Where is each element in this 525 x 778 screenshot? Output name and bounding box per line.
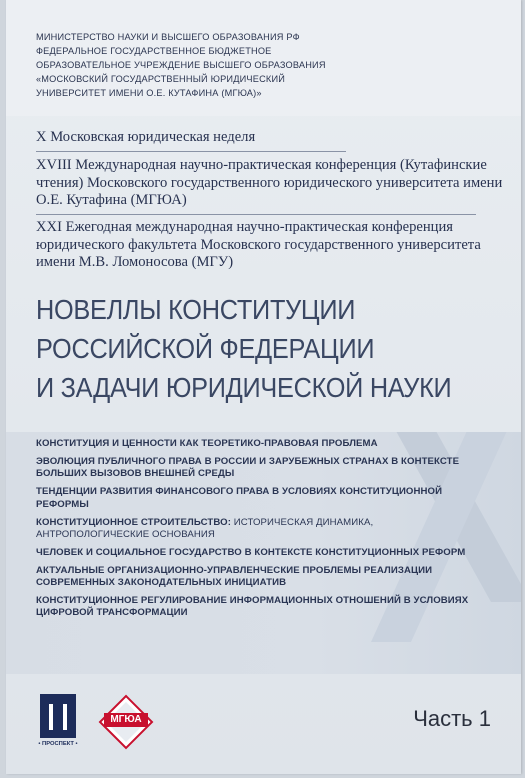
- event-kutafin-readings: XVIII Международная научно-практическая конференция (Кутафинские чтения) Московского государственного юридического университета имени О.Е. Кутафина (МГЮА): [36, 157, 503, 208]
- organization-line: МИНИСТЕРСТВО НАУКИ И ВЫСШЕГО ОБРАЗОВАНИЯ РФ: [36, 32, 300, 42]
- topic-item: ЧЕЛОВЕК И СОЦИАЛЬНОЕ ГОСУДАРСТВО В КОНТЕКСТЕ КОНСТИТУЦИОННЫХ РЕФОРМ: [36, 546, 466, 558]
- topics-list: [36, 438, 486, 625]
- topic-item: КОНСТИТУЦИЯ И ЦЕННОСТИ КАК ТЕОРЕТИКО-ПРАВОВАЯ ПРОБЛЕМА: [36, 438, 378, 449]
- event-moscow-legal-week: X Московская юридическая неделя: [36, 129, 256, 145]
- cover-bottom: [6, 674, 521, 774]
- topic-item: КОНСТИТУЦИОННОЕ РЕГУЛИРОВАНИЕ ИНФОРМАЦИОННЫХ ОТНОШЕНИЙ В УСЛОВИЯХ ЦИФРОВОЙ ТРАНСФОРМАЦИИ: [36, 595, 469, 619]
- topic-item: АКТУАЛЬНЫЕ ОРГАНИЗАЦИОННО-УПРАВЛЕНЧЕСКИЕ ПРОБЛЕМЫ РЕАЛИЗАЦИИ СОВРЕМЕННЫХ ЗАКОНОДАТЕЛЬНЫХ ИНИЦИАТИВ: [36, 564, 433, 589]
- book-cover: [6, 0, 521, 774]
- topic-item: ТЕНДЕНЦИИ РАЗВИТИЯ ФИНАНСОВОГО ПРАВА В УСЛОВИЯХ КОНСТИТУЦИОННОЙ РЕФОРМЫ: [36, 486, 443, 510]
- organization-line: «МОСКОВСКИЙ ГОСУДАРСТВЕННЫЙ ЮРИДИЧЕСКИЙ: [36, 74, 286, 84]
- topic-item: КОНСТИТУЦИОННОЕ СТРОИТЕЛЬСТВО: ИСТОРИЧЕСКАЯ ДИНАМИКА, АНТРОПОЛОГИЧЕСКИЕ ОСНОВАНИЯ: [36, 516, 374, 540]
- organization-block: [36, 30, 506, 100]
- topic-item: ЭВОЛЮЦИЯ ПУБЛИЧНОГО ПРАВА В РОССИИ И ЗАРУБЕЖНЫХ СТРАНАХ В КОНТЕКСТЕ БОЛЬШИХ ВЫЗОВОВ ВНЕШНЕЙ СРЕДЫ: [36, 455, 460, 480]
- mgua-label: МГЮА: [104, 713, 148, 727]
- part-number: Часть 1: [413, 706, 491, 731]
- mgua-logo: [98, 694, 154, 750]
- event-msu-conference: XXI Ежегодная международная научно-практическая конференция юридического факультета Московского государственного университета имени М.В. Ломоносова (МГУ): [36, 219, 481, 270]
- prospekt-caption: • ПРОСПЕКТ •: [38, 741, 78, 747]
- title-line: НОВЕЛЛЫ КОНСТИТУЦИИ: [36, 294, 356, 325]
- title-line: И ЗАДАЧИ ЮРИДИЧЕСКОЙ НАУКИ: [36, 372, 452, 403]
- organization-line: УНИВЕРСИТЕТ ИМЕНИ О.Е. КУТАФИНА (МГЮА)»: [36, 88, 262, 98]
- organization-line: ОБРАЗОВАТЕЛЬНОЕ УЧРЕЖДЕНИЕ ВЫСШЕГО ОБРАЗОВАНИЯ: [36, 60, 326, 70]
- topics-panel: [6, 432, 521, 674]
- title-line: РОССИЙСКОЙ ФЕДЕРАЦИИ: [36, 333, 375, 364]
- book-title: [36, 290, 516, 407]
- prospekt-logo: [36, 694, 80, 752]
- organization-line: ФЕДЕРАЛЬНОЕ ГОСУДАРСТВЕННОЕ БЮДЖЕТНОЕ: [36, 46, 272, 56]
- prospekt-logo-icon: [40, 694, 76, 738]
- divider: [36, 214, 476, 215]
- divider: [36, 151, 346, 152]
